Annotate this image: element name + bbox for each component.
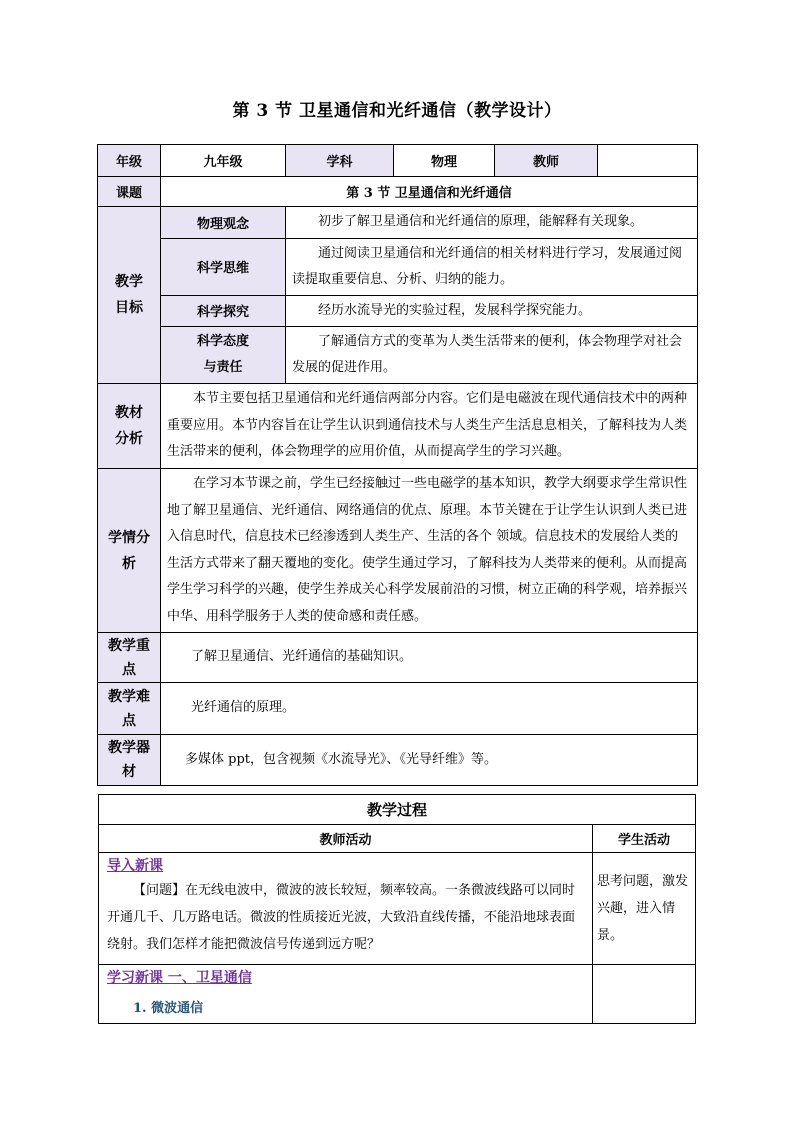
student-activity-header: 学生活动 <box>593 825 696 853</box>
objective-name: 科学探究 <box>161 295 286 327</box>
objective-name: 科学态度 与责任 <box>161 327 286 384</box>
teacher-label: 教师 <box>495 145 598 177</box>
material-analysis-text: 本节主要包括卫星通信和光纤通信两部分内容。它们是电磁波在现代通信技术中的两种重要应用。本节内容旨在让学生认识到通信技术与人类生产生活息息相关，了解科技为人类生活带来的便利，体会物理学的应用价值，从而提高学生的学习兴趣。 <box>161 384 698 469</box>
objective-name: 科学思维 <box>161 238 286 295</box>
teacher-activity-header: 教师活动 <box>99 825 593 853</box>
microwave-subheading: 1. 微波通信 <box>133 1001 204 1016</box>
process-header: 教学过程 <box>99 795 696 825</box>
difficulties-row <box>98 683 698 735</box>
new-lesson-cell <box>99 965 593 1024</box>
new-lesson-student-activity <box>593 965 696 1024</box>
lesson-label: 课题 <box>98 177 161 207</box>
grade-value: 九年级 <box>161 145 286 177</box>
lesson-row <box>98 177 698 207</box>
objective-text: 通过阅读卫星通信和光纤通信的相关材料进行学习，发展通过阅读提取重要信息、分析、归纳的能力。 <box>286 238 698 295</box>
difficulties-label: 教学难 点 <box>98 683 161 735</box>
material-analysis-row <box>98 384 698 469</box>
new-lesson-row <box>99 965 696 1024</box>
intro-cell <box>99 853 593 965</box>
page-title: 第 3 节 卫星通信和光纤通信（教学设计） <box>232 101 562 121</box>
objective-text: 了解通信方式的变革为人类生活带来的便利，体会物理学对社会发展的促进作用。 <box>286 327 698 384</box>
equipment-text: 多媒体 ppt，包含视频《水流导光》、《光导纤维》等。 <box>161 735 698 786</box>
student-analysis-text: 在学习本节课之前，学生已经接触过一些电磁学的基本知识，教学大纲要求学生常识性地了解卫星通信、光纤通信、网络通信的优点、原理。本节关键在于让学生认识到人类已进入信息时代，信息技术已经渗透到人类生产、生活的各个 领域。信息技术的发展给人类的生活方式带来了翻天覆地的变化。使学生通过学习，了解科技为人类带来的便利。从而提高学生学习科学的兴趣，使学生养成关心科学发展前沿的习惯，树立正确的科学观，培养振兴中华、用科学服务于人类的使命感和责任感。 <box>161 469 698 633</box>
student-analysis-row <box>98 469 698 633</box>
process-header-row <box>99 795 696 825</box>
process-columns-row <box>99 825 696 853</box>
material-analysis-label: 教材 分析 <box>98 384 161 469</box>
grade-label: 年级 <box>98 145 161 177</box>
teacher-value <box>598 145 698 177</box>
objective-text: 初步了解卫星通信和光纤通信的原理，能解释有关现象。 <box>286 207 698 239</box>
key-points-row <box>98 633 698 683</box>
intro-row <box>99 853 696 965</box>
objective-text: 经历水流导光的实验过程，发展科学探究能力。 <box>286 295 698 327</box>
key-points-text: 了解卫星通信、光纤通信的基础知识。 <box>161 633 698 683</box>
intro-student-activity: 思考问题，激发兴趣，进入情景。 <box>593 853 696 965</box>
teaching-process-table <box>98 794 696 1024</box>
lesson-info-table <box>97 144 698 786</box>
key-points-label: 教学重 点 <box>98 633 161 683</box>
objective-row <box>98 207 698 239</box>
difficulties-text: 光纤通信的原理。 <box>161 683 698 735</box>
objective-row <box>98 327 698 384</box>
intro-text: 【问题】在无线电波中，微波的波长较短，频率较高。一条微波线路可以同时开通几千、几万路电话。微波的性质接近光波，大致沿直线传播，不能沿地球表面绕射。我们怎样才能把微波信号传递到远方呢？ <box>107 883 576 952</box>
lesson-value: 第 3 节 卫星通信和光纤通信 <box>161 177 698 207</box>
intro-title: 导入新课 <box>107 858 163 874</box>
objective-name: 物理观念 <box>161 207 286 239</box>
equipment-label: 教学器 材 <box>98 735 161 786</box>
subject-label: 学科 <box>286 145 394 177</box>
new-lesson-title: 学习新课 一、卫星通信 <box>107 970 252 986</box>
equipment-row <box>98 735 698 786</box>
objectives-label: 教学 目标 <box>98 207 161 384</box>
student-analysis-label: 学情分 析 <box>98 469 161 633</box>
info-row <box>98 145 698 177</box>
subject-value: 物理 <box>394 145 495 177</box>
objective-row <box>98 238 698 295</box>
objective-row <box>98 295 698 327</box>
